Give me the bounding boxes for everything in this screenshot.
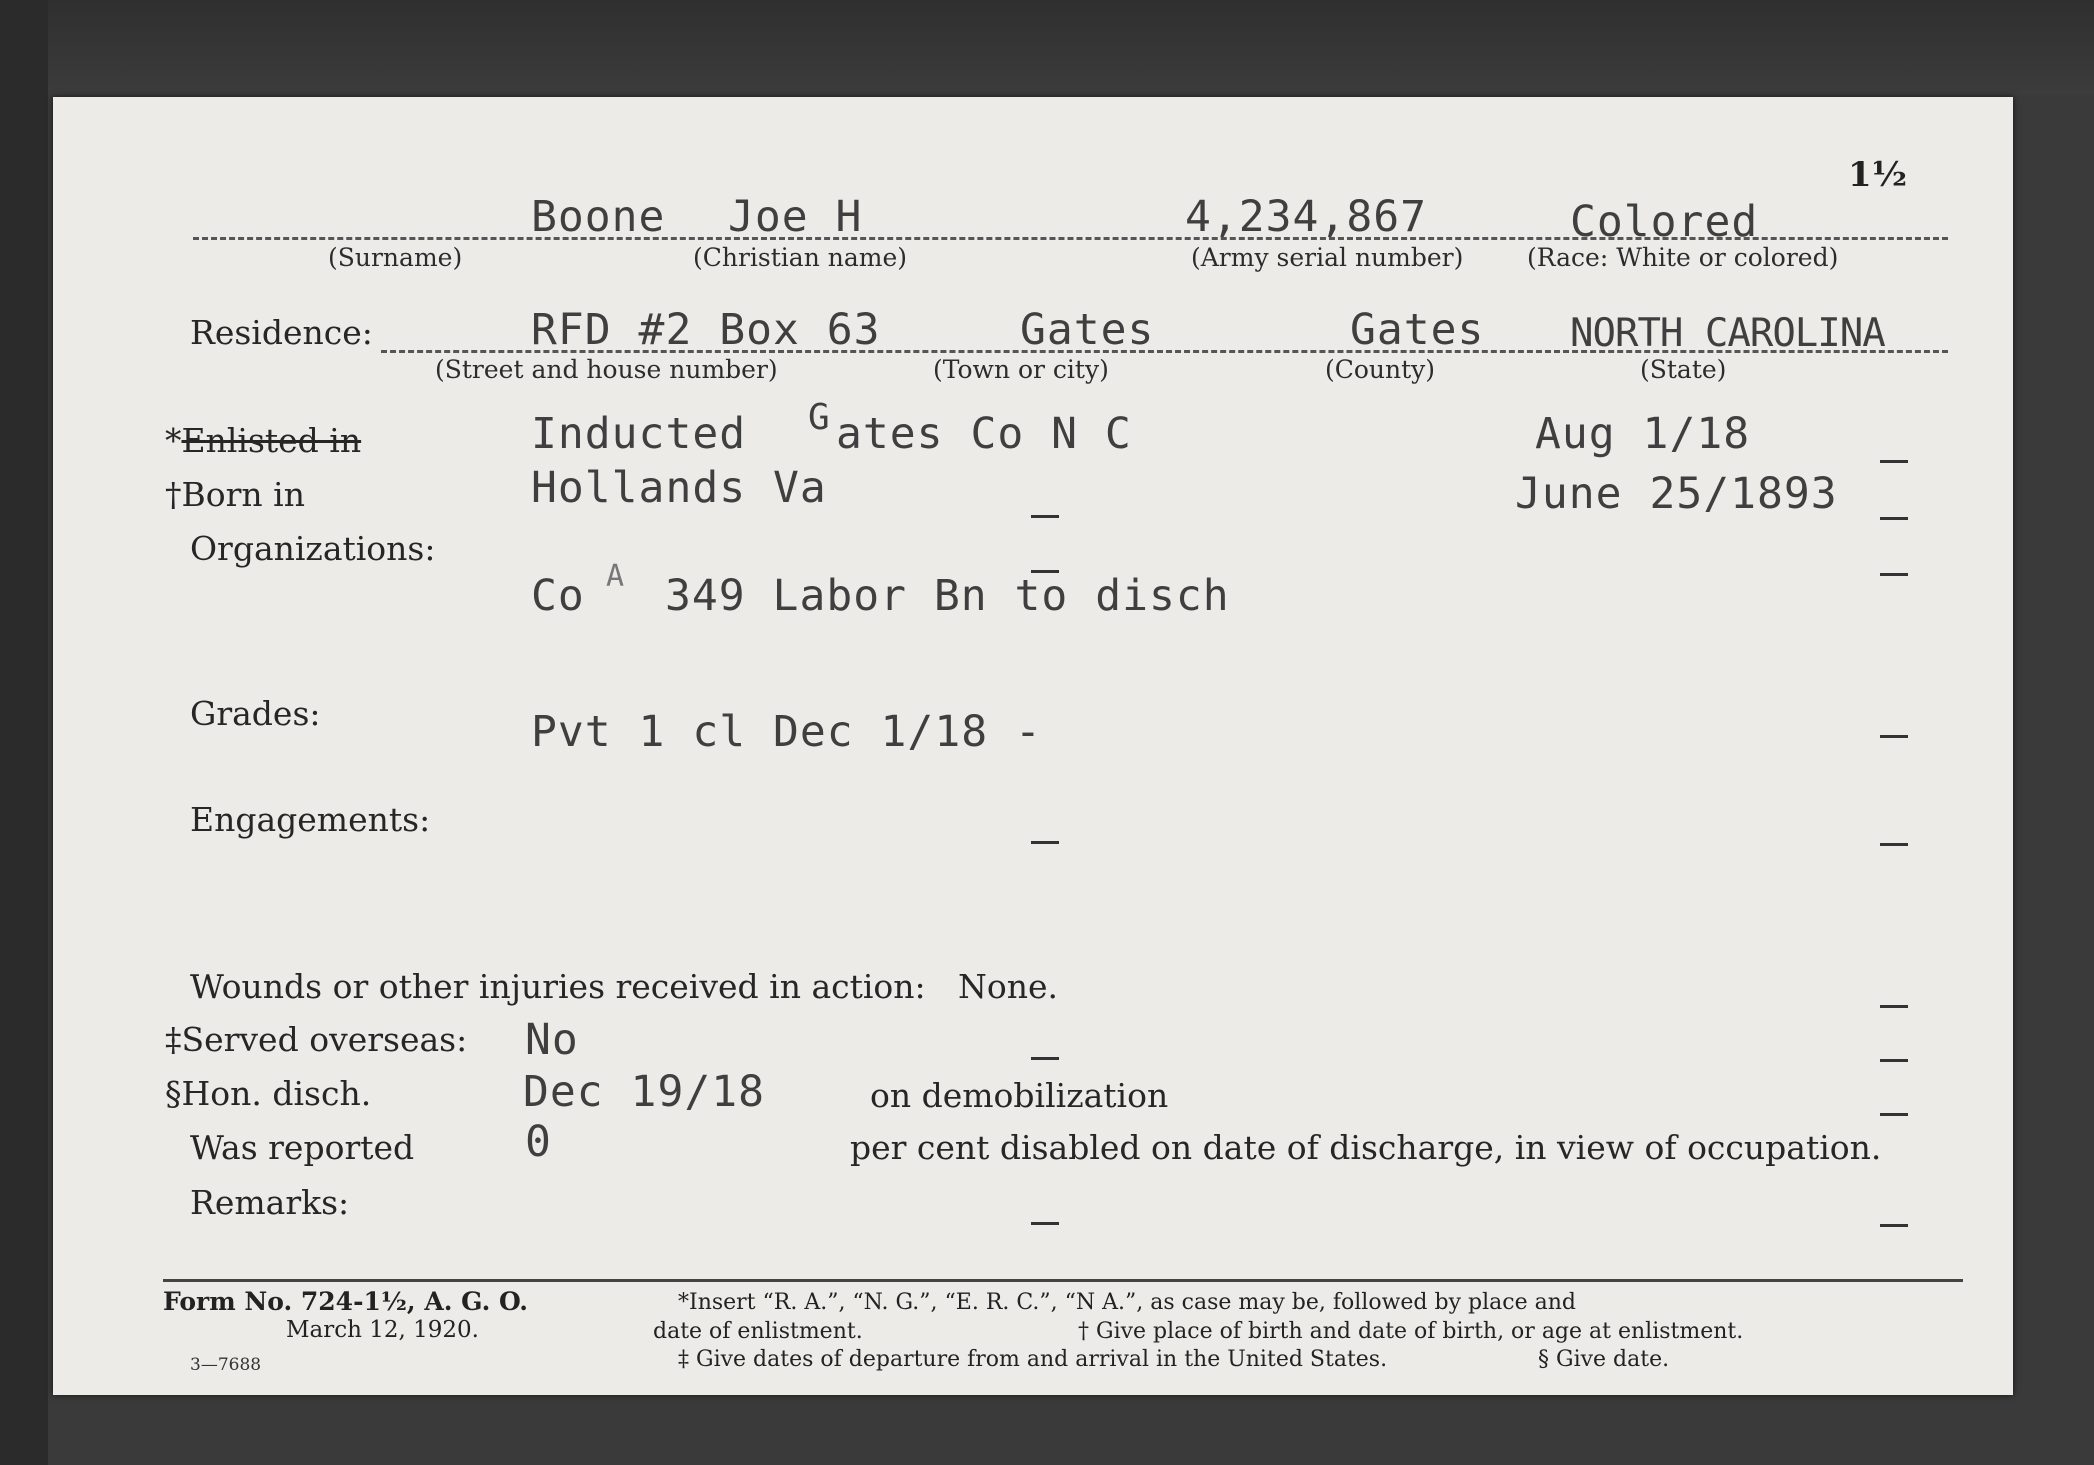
- enlisted-place-letter: G: [808, 397, 831, 438]
- overseas-value: No: [525, 1015, 579, 1065]
- residence-label: Residence:: [190, 313, 373, 352]
- discharge-reason-value: on demobilization: [870, 1076, 1169, 1115]
- street-caption: (Street and house number): [435, 355, 778, 384]
- enlisted-method-value: Inducted: [531, 409, 747, 459]
- serial-number-caption: (Army serial number): [1191, 243, 1464, 272]
- reported-label: Was reported: [190, 1128, 415, 1167]
- residence-dotted-line: [381, 350, 1948, 353]
- discharge-label: [165, 1074, 371, 1113]
- christian-name-caption: (Christian name): [693, 243, 908, 272]
- form-number: Form No. 724-1½, A. G. O.: [163, 1287, 529, 1316]
- state-value: NORTH CAROLINA: [1570, 311, 1885, 356]
- wounds-label: Wounds or other injuries received in action:: [190, 967, 926, 1006]
- born-end-dash: [1880, 517, 1908, 520]
- scanner-background-left: [0, 0, 48, 1465]
- footnote-overseas: ‡ Give dates of departure from and arrival in the United States.: [678, 1347, 1388, 1372]
- footnote-birth: † Give place of birth and date of birth, or age at enlistment.: [1078, 1319, 1744, 1344]
- born-place-value: Hollands Va: [531, 463, 827, 513]
- born-date-value: June 25/1893: [1515, 469, 1838, 519]
- town-value: Gates: [1020, 305, 1155, 355]
- street-value: RFD #2 Box 63: [531, 305, 881, 355]
- surname-caption: (Surname): [328, 243, 463, 272]
- born-footnote-mark: †: [165, 475, 182, 514]
- name-dotted-line: [193, 237, 1948, 240]
- scanner-background-top: [0, 0, 2094, 95]
- state-caption: (State): [1640, 355, 1727, 384]
- engagements-label: Engagements:: [190, 800, 431, 839]
- enlisted-place-value: ates Co N C: [836, 409, 1132, 459]
- wounds-value: None.: [958, 967, 1059, 1006]
- town-caption: (Town or city): [933, 355, 1109, 384]
- organization-unit: 349 Labor Bn to disch: [665, 571, 1230, 621]
- enlisted-footnote-mark: *: [165, 421, 182, 460]
- overseas-middle-dash: [1031, 1057, 1059, 1060]
- footnote-enlistment-line1: *Insert “R. A.”, “N. G.”, “E. R. C.”, “N A.”, as case may be, followed by place and: [678, 1290, 1576, 1315]
- remarks-end-dash: [1880, 1224, 1908, 1227]
- organizations-label: Organizations:: [190, 529, 436, 568]
- footnote-enlistment-line2: date of enlistment.: [653, 1319, 863, 1344]
- footnote-discharge: § Give date.: [1538, 1347, 1670, 1372]
- grades-end-dash: [1880, 735, 1908, 738]
- remarks-label: Remarks:: [190, 1183, 350, 1222]
- grades-label: Grades:: [190, 694, 321, 733]
- county-value: Gates: [1350, 305, 1485, 355]
- christian-name-value: Joe H: [728, 192, 863, 242]
- discharge-footnote-mark: §: [165, 1074, 182, 1113]
- enlisted-date-value: Aug 1/18: [1535, 409, 1751, 459]
- discharge-end-dash: [1880, 1113, 1908, 1116]
- discharge-date-value: Dec 19/18: [523, 1067, 765, 1117]
- born-middle-dash: [1031, 515, 1059, 518]
- organizations-end-dash: [1880, 573, 1908, 576]
- footer-rule: [163, 1279, 1963, 1282]
- born-label: [165, 475, 305, 514]
- print-code: 3—7688: [190, 1355, 262, 1375]
- disability-percent-value: 0: [525, 1117, 552, 1167]
- enlisted-label: [165, 421, 361, 460]
- serial-number-value: 4,234,867: [1185, 192, 1427, 242]
- form-date: March 12, 1920.: [286, 1317, 479, 1343]
- county-caption: (County): [1325, 355, 1436, 384]
- overseas-end-dash: [1880, 1059, 1908, 1062]
- born-label-text: Born in: [181, 475, 305, 514]
- discharge-label-text: Hon. disch.: [181, 1074, 372, 1113]
- wounds-end-dash: [1880, 1005, 1908, 1008]
- organization-prefix: Co: [531, 571, 585, 621]
- remarks-middle-dash: [1031, 1222, 1059, 1225]
- grades-value: Pvt 1 cl Dec 1/18 -: [531, 707, 1042, 757]
- organization-company: A: [606, 559, 626, 594]
- overseas-footnote-mark: ‡: [165, 1020, 182, 1059]
- card-number: 1½: [1848, 155, 1908, 195]
- engagements-end-dash: [1880, 843, 1908, 846]
- service-record-card: [53, 97, 2013, 1395]
- race-value: Colored: [1570, 197, 1759, 247]
- overseas-label-text: Served overseas:: [181, 1020, 468, 1059]
- surname-value: Boone: [531, 192, 666, 242]
- race-caption: (Race: White or colored): [1527, 243, 1839, 272]
- engagements-middle-dash: [1031, 841, 1059, 844]
- enlisted-label-text: Enlisted in: [181, 421, 362, 460]
- enlisted-end-dash: [1880, 460, 1908, 463]
- overseas-label: [165, 1020, 467, 1059]
- disability-text: per cent disabled on date of discharge, in view of occupation.: [850, 1128, 1882, 1167]
